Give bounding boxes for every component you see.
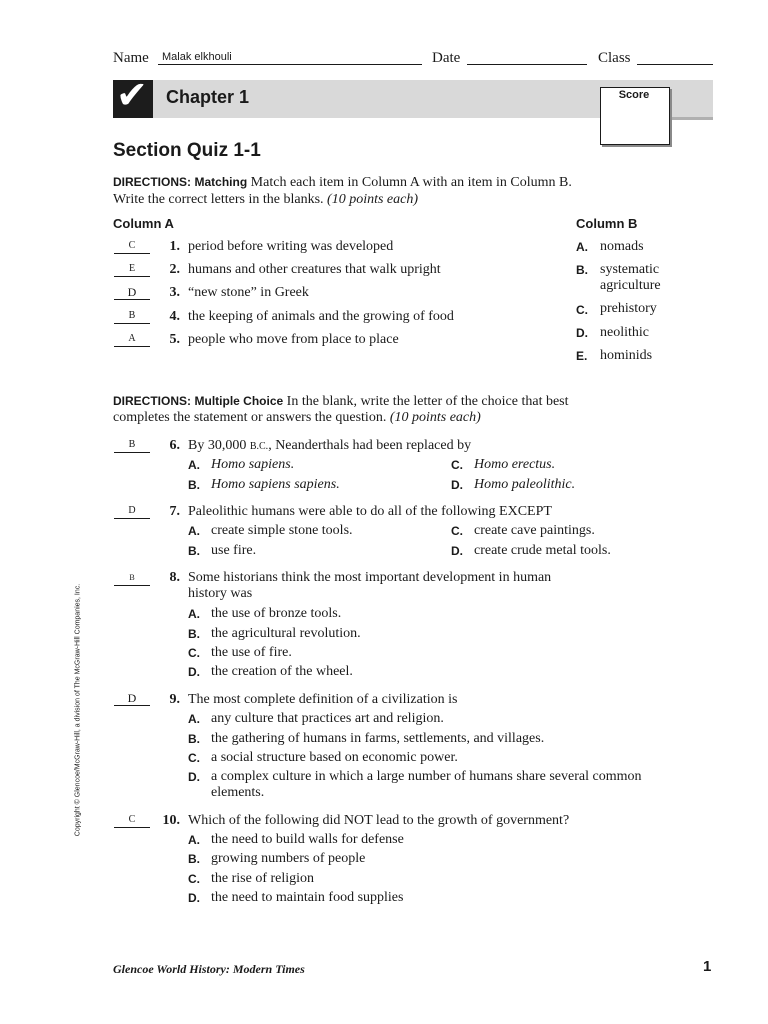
directions-text: completes the statement or answers the question. bbox=[113, 410, 387, 425]
choice-text: Homo sapiens. bbox=[211, 457, 295, 472]
choice-letter: A. bbox=[188, 458, 200, 472]
choice-text: the agricultural revolution. bbox=[211, 626, 361, 641]
option-text: prehistory bbox=[600, 301, 657, 316]
class-field-line[interactable] bbox=[637, 64, 713, 65]
question-stem: Some historians think the most important development in human bbox=[188, 570, 552, 585]
chapter-title: Chapter 1 bbox=[166, 87, 250, 107]
choice-text: create crude metal tools. bbox=[474, 543, 611, 558]
directions-type: Multiple Choice bbox=[194, 394, 284, 408]
directions-type: Matching bbox=[194, 175, 248, 189]
directions-text: Write the correct letters in the blanks. bbox=[113, 192, 324, 207]
answer-blank[interactable]: B bbox=[114, 309, 150, 324]
choice-letter: B. bbox=[188, 478, 200, 492]
answer-blank[interactable]: C bbox=[114, 239, 150, 254]
question-number: 6. bbox=[169, 438, 180, 453]
choice-letter: A. bbox=[188, 607, 200, 621]
choice-letter: D. bbox=[451, 544, 463, 558]
matching-item-text: “new stone” in Greek bbox=[188, 285, 309, 300]
matching-item-text: the keeping of animals and the growing of food bbox=[188, 309, 454, 324]
choice-letter: C. bbox=[188, 751, 200, 765]
class-label: Class bbox=[598, 50, 631, 66]
name-field-value[interactable]: Malak elkhouli bbox=[162, 51, 232, 63]
choice-text: growing numbers of people bbox=[211, 851, 366, 866]
stem-part: , Neanderthals had been replaced by bbox=[268, 438, 472, 453]
choice-text: any culture that practices art and religion. bbox=[211, 711, 444, 726]
answer-blank[interactable]: C bbox=[114, 813, 150, 828]
choice-letter: D. bbox=[188, 891, 200, 905]
choice-text: create cave paintings. bbox=[474, 523, 595, 538]
question-stem: Which of the following did NOT lead to the growth of government? bbox=[188, 813, 570, 828]
points-note: (10 points each) bbox=[327, 192, 419, 207]
choice-text: the need to maintain food supplies bbox=[211, 890, 404, 905]
stem-part: By 30,000 bbox=[188, 438, 250, 453]
choice-text: the use of bronze tools. bbox=[211, 606, 342, 621]
item-number: 5. bbox=[169, 332, 180, 347]
choice-text: the gathering of humans in farms, settlements, and villages. bbox=[211, 731, 545, 746]
choice-letter: C. bbox=[451, 458, 463, 472]
mc-directions-line2 bbox=[113, 410, 481, 426]
choice-text: a social structure based on economic power. bbox=[211, 750, 458, 765]
question-number: 7. bbox=[169, 504, 180, 519]
stem-era: B.C. bbox=[249, 441, 269, 452]
option-text: hominids bbox=[600, 348, 653, 363]
choice-text: the use of fire. bbox=[211, 645, 292, 660]
question-stem: The most complete definition of a civilization is bbox=[188, 692, 458, 707]
choice-text: a complex culture in which a large number of humans share several common bbox=[211, 769, 642, 784]
choice-text: the need to build walls for defense bbox=[211, 832, 404, 847]
choice-text: Homo paleolithic. bbox=[474, 477, 576, 492]
directions-text: Match each item in Column A with an item in Column B. bbox=[250, 175, 572, 190]
answer-blank[interactable]: E bbox=[114, 262, 150, 277]
choice-letter: D. bbox=[188, 770, 200, 784]
choice-letter: A. bbox=[188, 833, 200, 847]
answer-blank[interactable]: D bbox=[114, 285, 150, 300]
choice-text: create simple stone tools. bbox=[211, 523, 353, 538]
item-number: 2. bbox=[169, 262, 180, 277]
question-stem: Paleolithic humans were able to do all of the following EXCEPT bbox=[188, 504, 552, 519]
quiz-title: Section Quiz 1-1 bbox=[113, 140, 261, 161]
date-field-line[interactable] bbox=[467, 64, 587, 65]
choice-text: the creation of the wheel. bbox=[211, 664, 353, 679]
name-label: Name bbox=[113, 50, 149, 66]
checkmark-icon: ✔ bbox=[116, 73, 148, 117]
option-letter: E. bbox=[576, 349, 588, 363]
item-number: 1. bbox=[169, 239, 180, 254]
item-number: 3. bbox=[169, 285, 180, 300]
choice-letter: B. bbox=[188, 627, 200, 641]
matching-item-text: period before writing was developed bbox=[188, 239, 394, 254]
matching-item-text: people who move from place to place bbox=[188, 332, 399, 347]
item-number: 4. bbox=[169, 309, 180, 324]
choice-letter: A. bbox=[188, 524, 200, 538]
points-note: (10 points each) bbox=[389, 410, 481, 425]
choice-text: use fire. bbox=[211, 543, 257, 558]
name-field-line bbox=[158, 64, 422, 65]
question-number: 10. bbox=[162, 813, 180, 828]
question-number: 9. bbox=[169, 692, 180, 707]
mc-directions bbox=[113, 394, 673, 410]
answer-blank[interactable]: B bbox=[114, 571, 150, 586]
choice-text: Homo erectus. bbox=[474, 457, 556, 472]
option-letter: C. bbox=[576, 303, 588, 317]
choice-letter: D. bbox=[188, 665, 200, 679]
matching-item-text: humans and other creatures that walk upright bbox=[188, 262, 441, 277]
choice-letter: B. bbox=[188, 544, 200, 558]
book-title: Glencoe World History: Modern Times bbox=[113, 962, 305, 976]
column-b-header: Column B bbox=[576, 216, 638, 231]
option-text: systematic bbox=[600, 262, 660, 277]
choice-text-cont: elements. bbox=[211, 785, 265, 800]
option-letter: B. bbox=[576, 263, 588, 277]
answer-blank[interactable]: A bbox=[114, 332, 150, 347]
page-number: 1 bbox=[703, 958, 712, 975]
choice-letter: C. bbox=[188, 646, 200, 660]
answer-blank[interactable]: D bbox=[114, 691, 150, 706]
option-text: neolithic bbox=[600, 325, 649, 340]
column-a-header: Column A bbox=[113, 216, 174, 231]
option-letter: A. bbox=[576, 240, 588, 254]
question-stem bbox=[188, 438, 471, 454]
answer-blank[interactable]: B bbox=[114, 438, 150, 453]
question-number: 8. bbox=[169, 570, 180, 585]
date-label: Date bbox=[432, 50, 461, 66]
directions-label: DIRECTIONS: bbox=[113, 175, 191, 189]
choice-text: the rise of religion bbox=[211, 871, 315, 886]
option-text-cont: agriculture bbox=[600, 278, 661, 293]
option-letter: D. bbox=[576, 326, 588, 340]
directions-label: DIRECTIONS: bbox=[113, 394, 191, 408]
option-text: nomads bbox=[600, 239, 644, 254]
choice-letter: C. bbox=[188, 872, 200, 886]
choice-letter: D. bbox=[451, 478, 463, 492]
question-stem-cont: history was bbox=[188, 586, 253, 601]
matching-directions-line2 bbox=[113, 192, 418, 208]
matching-directions bbox=[113, 175, 673, 191]
answer-blank[interactable]: D bbox=[114, 504, 150, 519]
choice-letter: B. bbox=[188, 732, 200, 746]
choice-letter: B. bbox=[188, 852, 200, 866]
choice-letter: A. bbox=[188, 712, 200, 726]
copyright-notice: Copyright © Glencoe/McGraw-Hill, a division of The McGraw-Hill Companies, Inc. bbox=[74, 583, 82, 837]
score-label: Score bbox=[618, 89, 650, 101]
directions-text: In the blank, write the letter of the choice that best bbox=[286, 394, 569, 409]
choice-letter: C. bbox=[451, 524, 463, 538]
choice-text: Homo sapiens sapiens. bbox=[211, 477, 340, 492]
